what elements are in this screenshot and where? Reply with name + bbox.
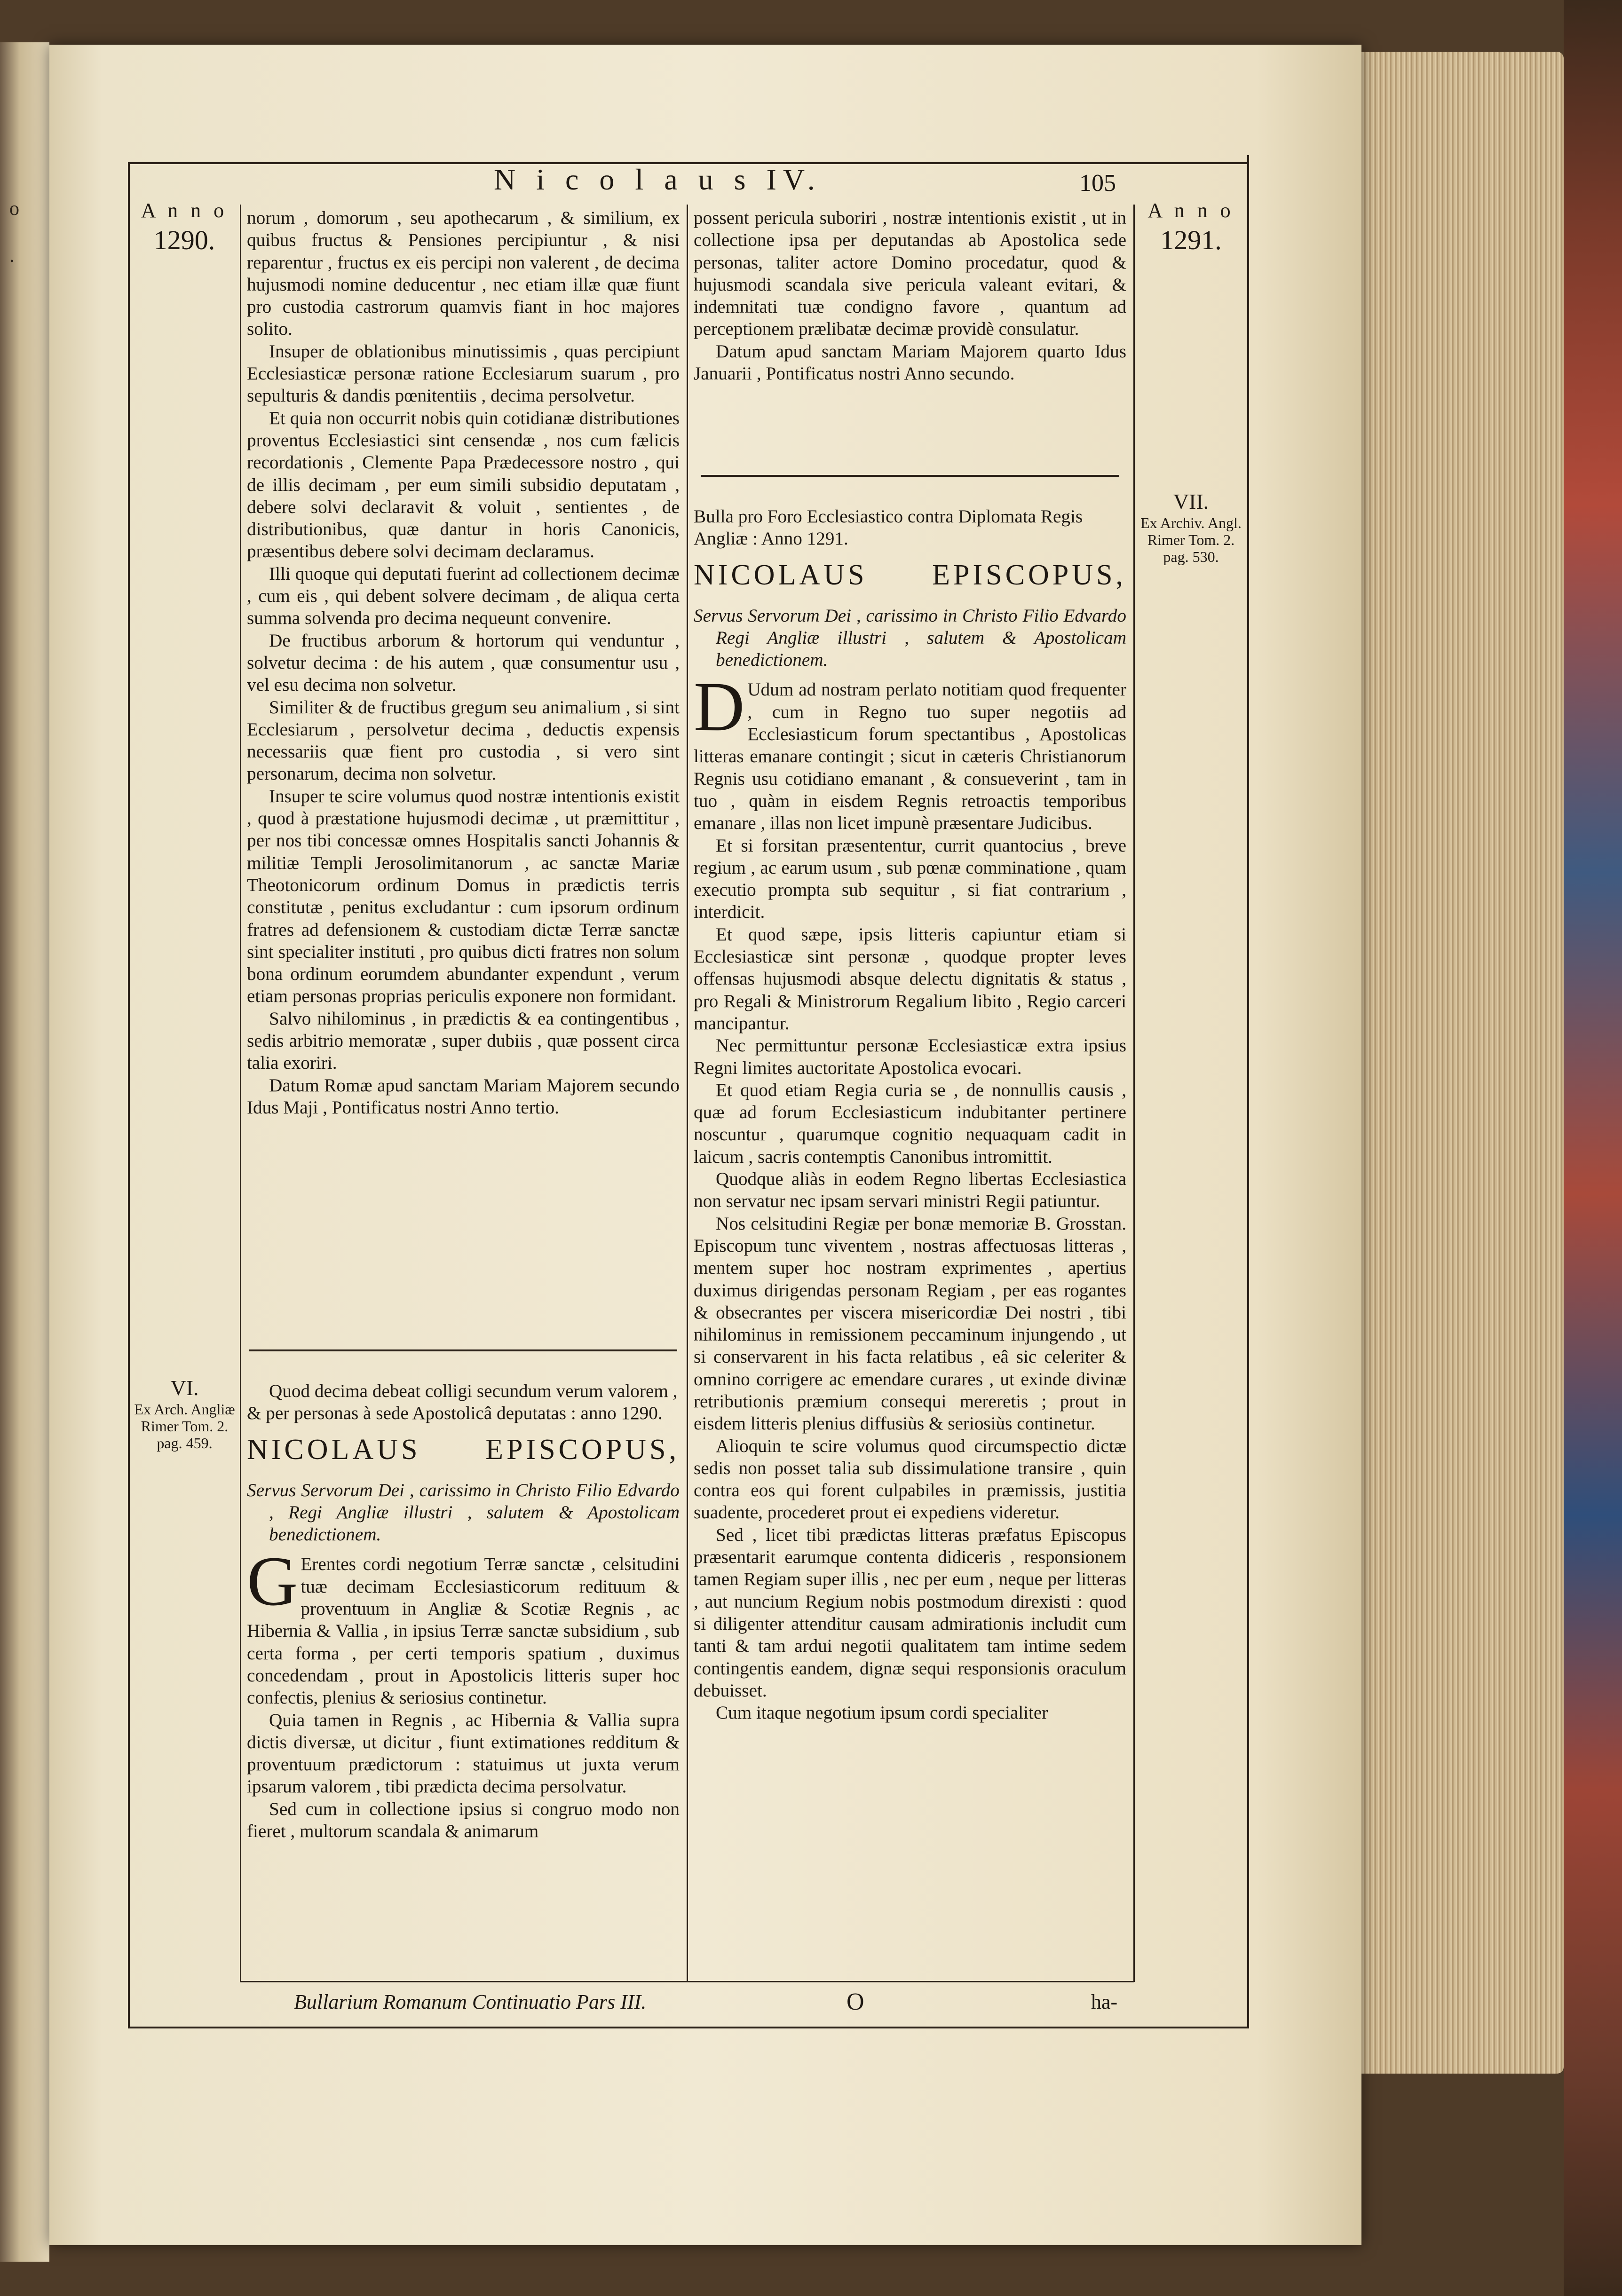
- prev-page-fragment: .: [9, 245, 15, 267]
- paragraph: Quia tamen in Regnis , ac Hibernia & Vallia supra dictis diversæ, ut dicitur , fiunt extimationes redditum & proventuum prædictorum : statuimus ut juxta verum ipsarum valorem , tibi prædicta decima persolvatur.: [247, 1710, 680, 1797]
- paragraph: norum , domorum , seu apothecarum , & similium, ex quibus fructus & Pensiones percipiuntur , & nisi reparentur , fructus ex eis percipi non valerent , de decima hujusmodi nomine deducentur , nec etiam illæ quæ fiunt pro custodia castrorum quamvis fiant in hoc majores solito.: [247, 208, 680, 339]
- salutation: Servus Servorum Dei , carissimo in Christo Filio Edvardo , Regi Angliæ illustri , salutem & Apostolicam benedictionem.: [247, 1480, 680, 1545]
- right-column-rule: [1133, 205, 1135, 1982]
- paragraph: Datum apud sanctam Mariam Majorem quarto Idus Januarii , Pontificatus nostri Anno secundo.: [694, 341, 1126, 384]
- paragraph: Alioquin te scire volumus quod circumspectio dictæ sedis non posset talia sub dissimulatione transire , quin contra eos qui forent culpabiles in præmissis, justitia suadente, procederet prout ei expediens videretur.: [694, 1436, 1126, 1523]
- running-head: N i c o l a u s IV.: [494, 163, 822, 196]
- episcopus-heading: NICOLAUS EPISCOPUS,: [247, 1433, 680, 1466]
- page-number: 105: [1079, 170, 1116, 197]
- note-number: VI.: [170, 1376, 199, 1400]
- footer-source: Bullarium Romanum Continuatio Pars III.: [294, 1990, 647, 2013]
- paragraph: Datum Romæ apud sanctam Mariam Majorem secundo Idus Maji , Pontificatus nostri Anno tertio.: [247, 1075, 680, 1118]
- paragraph: Sed , licet tibi prædictas litteras præfatus Episcopus præsentarit earumque contenta didiceris , responsionem tamen Regiam super illis , nec per eum , neque per litteras , aut nuncium Regium nobis postmodum direxisti : quod si diligenter attenditur causam admirationis includit cum tanti & tam ardui negotii qualitatem tam intime sedem contingentis eandem, dignæ sequi responsionis oraculum debuisset.: [694, 1524, 1126, 1701]
- note-number: VII.: [1173, 489, 1209, 513]
- right-rule: [1247, 155, 1249, 2028]
- paragraph: DUdum ad nostram perlato notitiam quod frequenter , cum in Regno tuo super negotiis ad Ecclesiasticum forum spectantibus , Apostolicas litteras emanare contingit ; sicut in cæteris Christianorum Regnis usu cotidiano emanant , & consueverint , tam in tuo , quàm in eisdem Regnis retroactis temporibus emanare , illas non licet impunè præsentare Judicibus.: [694, 668, 1126, 834]
- paragraph: Illi quoque qui deputati fuerint ad collectionem decimæ , cum eis , qui debent solvere decimam , de aliqua certa summa solvenda pro decima nequeunt convenire.: [247, 563, 680, 629]
- paragraph: Quodque aliàs in eodem Regno libertas Ecclesiastica non servatur nec ipsam servari ministri Regii patiuntur.: [694, 1169, 1126, 1212]
- paragraph: Et quod etiam Regia curia se , de nonnullis causis , quæ ad forum Ecclesiasticum indubitanter pertinere noscuntur , quarumque cognitio nequaquam cadit in laicum , sacris contemptis Canonibus intromittit.: [694, 1080, 1126, 1167]
- margin-note-vii: [1140, 489, 1242, 565]
- paragraph: Cum itaque negotium ipsum cordi specialiter: [716, 1703, 1048, 1723]
- paragraph: De fructibus arborum & hortorum qui venduntur , solvetur decima : de his autem , quæ consumentur usu , vel esu decima non solvetur.: [247, 630, 680, 695]
- paragraph: Nec permittuntur personæ Ecclesiasticæ extra ipsius Regni limites auctoritate Apostolica evocari.: [694, 1035, 1126, 1078]
- anno-label: A n n o: [1147, 199, 1234, 222]
- margin-note-vi: [134, 1375, 235, 1452]
- bull-title: Bulla pro Foro Ecclesiastico contra Diplomata Regis Angliæ : Anno 1291.: [694, 506, 1083, 549]
- left-column-rule: [240, 205, 241, 1982]
- book-cover: [1564, 0, 1622, 2296]
- left-column-bull: [247, 1380, 680, 1842]
- paragraph: Similiter & de fructibus gregum seu animalium , si sint Ecclesiarum , persolvetur decima , deductis expensis necessariis quæ fient pro custodia , si vero sint personarum, decima non solvetur.: [247, 697, 680, 784]
- note-text: Ex Arch. Angliæ Rimer Tom. 2. pag. 459.: [134, 1401, 235, 1452]
- paragraph: Insuper te scire volumus quod nostræ intentionis existit , quod à præstatione hujusmodi decimæ , ut præmittitur , per nos tibi concessæ omnes Hospitalis sancti Johannis & militiæ Templi Jerosolimitanorum , ac sanctæ Mariæ Theotonicorum ordinum Domus in prædictis terris constitutæ , penitus excludantur : cum ipsorum ordinum fratres ad defensionem & custodiam dictæ Terræ sanctæ sint specialiter instituti , pro quibus dicti fratres non solum bona ordinum eorumdem abundanter expendunt , verum etiam personas proprias periculis exponere non formidant.: [247, 786, 680, 1007]
- right-column-bull: [694, 505, 1126, 1724]
- page-block-edges: [1361, 52, 1564, 2074]
- anno-label: A n n o: [141, 199, 228, 222]
- paragraph: Et quia non occurrit nobis quin cotidianæ distributiones proventus Ecclesiastici sint censendæ , nos cum fælicis recordationis , Clemente Papa Prædecessore nostro , qui de illis decimam , per eum simili subsidio deputatam , debere solvi declaravit & voluit , sentientes , de distributionibus, quæ dantur in horis Canonicis, præsentibus debere solvi decimam declaramus.: [247, 408, 680, 562]
- signature-mark: O: [847, 1988, 864, 2015]
- anno-year: 1291.: [1160, 225, 1222, 255]
- paragraph: GErentes cordi negotium Terræ sanctæ , celsitudini tuæ decimam Ecclesiasticorum redituum & proventuum in Angliæ & Scotiæ Regnis , ac Hibernia & Vallia , in ipsius Terræ sanctæ subsidium , sub certa forma , per certi temporis spatium , duximus concedendam , prout in Apostolicis litteris super hoc confectis, plenius & seriosius continetur.: [247, 1542, 680, 1708]
- catchword: ha-: [1091, 1990, 1118, 2013]
- anno-year: 1290.: [153, 225, 215, 255]
- paragraph: Nos celsitudini Regiæ per bonæ memoriæ B. Grosstan. Episcopum tunc viventem , nostras affectuosas litteras , mentem super hoc nostram exprimentes , apertius duximus dirigendas personam Regiam , per eas rogantes & obsecrantes per viscera misericordiæ Dei nostri , tibi nihilominus in remissionem peccaminum injungendo , ut si conservarent in his facta relatibus , eâ sic celeriter & omnino corrigere ac emendare curares , ut exinde divinæ retributionis præmium consequi mereretis ; prout in eisdem litteris plenius diffusiùs & seriosiùs continetur.: [694, 1213, 1126, 1434]
- paragraph: Et si forsitan præsententur, currit quantocius , breve regium , ac earum usum , sub pœnæ comminatione , quam executio prompta sub sequitur , si fiat contrarium , interdicit.: [694, 835, 1126, 923]
- center-column-rule: [687, 205, 688, 1982]
- anno-left: [133, 197, 236, 258]
- left-column: [247, 207, 680, 1119]
- bull-title: Quod decima debeat colligi secundum verum valorem , & per personas à sede Apostolicâ deputatas : anno 1290.: [247, 1381, 678, 1424]
- paragraph: possent pericula suboriri , nostræ intentionis existit , ut in collectione ipsa per deputandas ab Apostolica sede personas, taliter actore Domino procedatur, quod & hujusmodi scandala sive pericula valeant evitari, & indemnitati tuæ condigno favore , quantum ad perceptionem prælibatæ decimæ providè consulatur.: [694, 208, 1126, 339]
- right-column: [694, 207, 1126, 385]
- paragraph: Sed cum in collectione ipsius si congruo modo non fieret , multorum scandala & animarum: [247, 1799, 680, 1842]
- section-separator: [249, 1349, 677, 1351]
- anno-right: [1138, 197, 1244, 258]
- note-text: Ex Archiv. Angl. Rimer Tom. 2. pag. 530.: [1140, 514, 1242, 565]
- previous-page-edge: [0, 42, 49, 2262]
- bottom-rule: [128, 2027, 1249, 2028]
- salutation: Servus Servorum Dei , carissimo in Christo Filio Edvardo Regi Angliæ illustri , salutem & Apostolicam benedictionem.: [694, 605, 1126, 671]
- footer-rule: [240, 1981, 1134, 1982]
- prev-page-fragment: o: [9, 198, 19, 220]
- paragraph: Salvo nihilominus , in prædictis & ea contingentibus , sedis arbitrio memoratæ , super dubiis , quæ possent circa talia exoriri.: [247, 1008, 680, 1073]
- paragraph: Insuper de oblationibus minutissimis , quas percipiunt Ecclesiasticæ personæ ratione Ecclesiarum suarum , pro sepulturis & dandis pœnitentiis , decima persolvetur.: [247, 341, 680, 406]
- episcopus-heading: NICOLAUS EPISCOPUS,: [694, 559, 1126, 591]
- paragraph: Et quod sæpe, ipsis litteris capiuntur etiam si Ecclesiasticæ sint personæ , quodque propter leves offensas hujusmodi absque delectu dignitatis & status , pro Regali & Ministrorum Regalium libito , Regio carceri mancipantur.: [694, 924, 1126, 1034]
- left-rule: [128, 162, 130, 2028]
- section-separator: [701, 475, 1119, 477]
